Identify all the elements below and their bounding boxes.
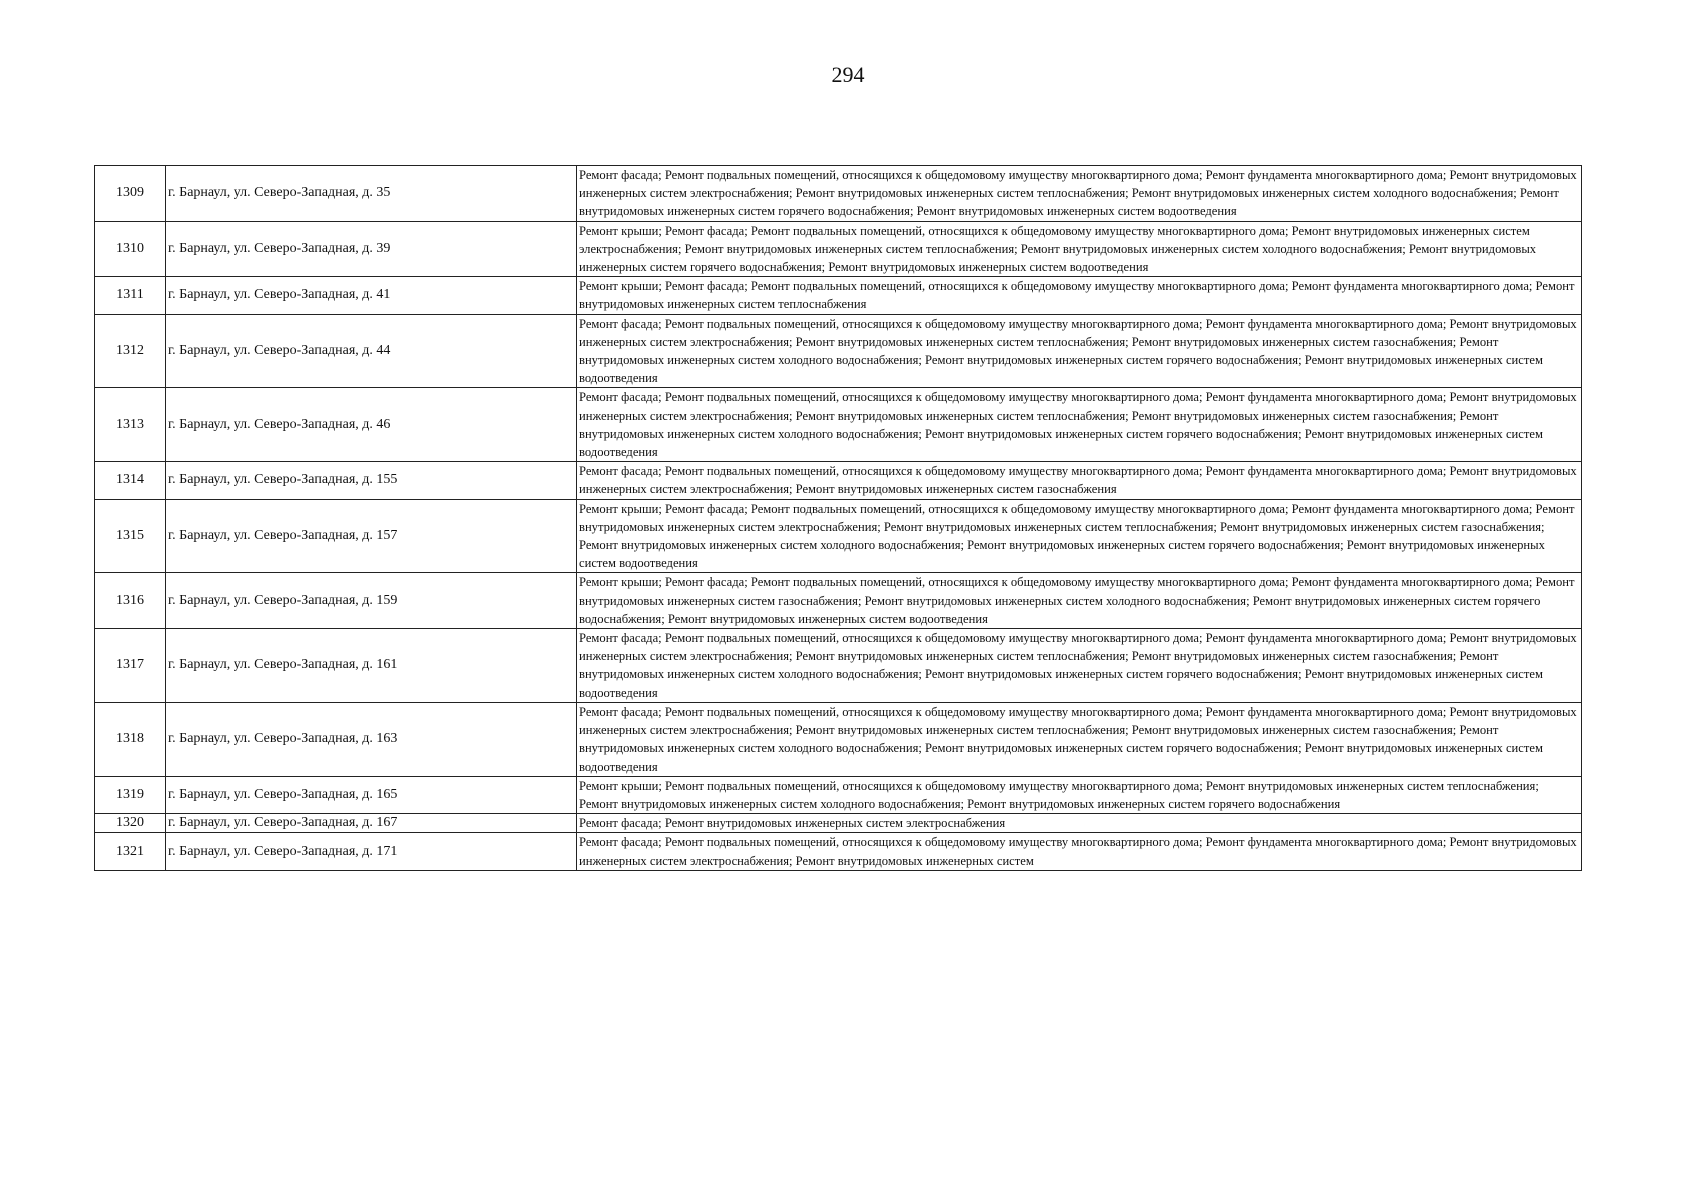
works-cell: Ремонт крыши; Ремонт фасада; Ремонт подвальных помещений, относящихся к общедомовому имуществу многоквартирного дома; Ремонт фундамента многоквартирного дома; Ремонт внутридомовых инженерных систем электроснабжения; Ремонт внутридомовых инженерных систем теплоснабжения; Ремонт внутридомовых инженерных систем газоснабжения; Ремонт внутридомовых инженерных систем холодного водоснабжения; Ремонт внутридомовых инженерных систем горячего водоснабжения; Ремонт внутридомовых инженерных систем водоотведения — [577, 499, 1582, 573]
table-row — [95, 573, 1582, 629]
works-cell: Ремонт фасада; Ремонт подвальных помещений, относящихся к общедомовому имуществу многоквартирного дома; Ремонт фундамента многоквартирного дома; Ремонт внутридомовых инженерных систем электроснабжения; Ремонт внутридомовых инженерных систем газоснабжения — [577, 462, 1582, 499]
row-number-cell: 1311 — [95, 277, 166, 314]
table-row — [95, 776, 1582, 813]
page-number: 294 — [831, 62, 865, 87]
works-cell: Ремонт фасада; Ремонт подвальных помещений, относящихся к общедомовому имуществу многоквартирного дома; Ремонт фундамента многоквартирного дома; Ремонт внутридомовых инженерных систем электроснабжения; Ремонт внутридомовых инженерных систем теплоснабжения; Ремонт внутридомовых инженерных систем газоснабжения; Ремонт внутридомовых инженерных систем холодного водоснабжения; Ремонт внутридомовых инженерных систем горячего водоснабжения; Ремонт внутридомовых инженерных систем водоотведения — [577, 314, 1582, 388]
works-cell: Ремонт фасада; Ремонт подвальных помещений, относящихся к общедомовому имуществу многоквартирного дома; Ремонт фундамента многоквартирного дома; Ремонт внутридомовых инженерных систем электроснабжения; Ремонт внутридомовых инженерных систем теплоснабжения; Ремонт внутридомовых инженерных систем газоснабжения; Ремонт внутридомовых инженерных систем холодного водоснабжения; Ремонт внутридомовых инженерных систем горячего водоснабжения; Ремонт внутридомовых инженерных систем водоотведения — [577, 388, 1582, 462]
address-cell: г. Барнаул, ул. Северо-Западная, д. 163 — [166, 702, 577, 776]
works-cell: Ремонт крыши; Ремонт фасада; Ремонт подвальных помещений, относящихся к общедомовому имуществу многоквартирного дома; Ремонт внутридомовых инженерных систем электроснабжения; Ремонт внутридомовых инженерных систем теплоснабжения; Ремонт внутридомовых инженерных систем холодного водоснабжения; Ремонт внутридомовых инженерных систем горячего водоснабжения; Ремонт внутридомовых инженерных систем водоотведения — [577, 221, 1582, 277]
table-row — [95, 314, 1582, 388]
row-number-cell: 1318 — [95, 702, 166, 776]
row-number-cell: 1316 — [95, 573, 166, 629]
row-number-cell: 1313 — [95, 388, 166, 462]
works-cell: Ремонт крыши; Ремонт фасада; Ремонт подвальных помещений, относящихся к общедомовому имуществу многоквартирного дома; Ремонт фундамента многоквартирного дома; Ремонт внутридомовых инженерных систем газоснабжения; Ремонт внутридомовых инженерных систем холодного водоснабжения; Ремонт внутридомовых инженерных систем горячего водоснабжения; Ремонт внутридомовых инженерных систем водоотведения — [577, 573, 1582, 629]
row-number-cell: 1314 — [95, 462, 166, 499]
works-cell: Ремонт крыши; Ремонт фасада; Ремонт подвальных помещений, относящихся к общедомовому имуществу многоквартирного дома; Ремонт фундамента многоквартирного дома; Ремонт внутридомовых инженерных систем теплоснабжения — [577, 277, 1582, 314]
works-cell: Ремонт фасада; Ремонт подвальных помещений, относящихся к общедомовому имуществу многоквартирного дома; Ремонт фундамента многоквартирного дома; Ремонт внутридомовых инженерных систем электроснабжения; Ремонт внутридомовых инженерных систем теплоснабжения; Ремонт внутридомовых инженерных систем газоснабжения; Ремонт внутридомовых инженерных систем холодного водоснабжения; Ремонт внутридомовых инженерных систем горячего водоснабжения; Ремонт внутридомовых инженерных систем водоотведения — [577, 629, 1582, 703]
works-cell: Ремонт крыши; Ремонт подвальных помещений, относящихся к общедомовому имуществу многоквартирного дома; Ремонт внутридомовых инженерных систем теплоснабжения; Ремонт внутридомовых инженерных систем холодного водоснабжения; Ремонт внутридомовых инженерных систем горячего водоснабжения — [577, 776, 1582, 813]
table-row — [95, 499, 1582, 573]
address-cell: г. Барнаул, ул. Северо-Западная, д. 44 — [166, 314, 577, 388]
row-number-cell: 1320 — [95, 814, 166, 833]
row-number-cell: 1315 — [95, 499, 166, 573]
row-number-cell: 1310 — [95, 221, 166, 277]
address-cell: г. Барнаул, ул. Северо-Западная, д. 41 — [166, 277, 577, 314]
address-cell: г. Барнаул, ул. Северо-Западная, д. 159 — [166, 573, 577, 629]
address-cell: г. Барнаул, ул. Северо-Западная, д. 161 — [166, 629, 577, 703]
table-row — [95, 388, 1582, 462]
address-cell: г. Барнаул, ул. Северо-Западная, д. 171 — [166, 833, 577, 870]
works-cell: Ремонт фасада; Ремонт подвальных помещений, относящихся к общедомовому имуществу многоквартирного дома; Ремонт фундамента многоквартирного дома; Ремонт внутридомовых инженерных систем электроснабжения; Ремонт внутридомовых инженерных систем — [577, 833, 1582, 870]
row-number-cell: 1309 — [95, 166, 166, 222]
address-cell: г. Барнаул, ул. Северо-Западная, д. 155 — [166, 462, 577, 499]
table-row — [95, 277, 1582, 314]
address-cell: г. Барнаул, ул. Северо-Западная, д. 157 — [166, 499, 577, 573]
table-row — [95, 629, 1582, 703]
address-cell: г. Барнаул, ул. Северо-Западная, д. 46 — [166, 388, 577, 462]
works-cell: Ремонт фасада; Ремонт внутридомовых инженерных систем электроснабжения — [577, 814, 1582, 833]
address-cell: г. Барнаул, ул. Северо-Западная, д. 39 — [166, 221, 577, 277]
works-cell: Ремонт фасада; Ремонт подвальных помещений, относящихся к общедомовому имуществу многоквартирного дома; Ремонт фундамента многоквартирного дома; Ремонт внутридомовых инженерных систем электроснабжения; Ремонт внутридомовых инженерных систем теплоснабжения; Ремонт внутридомовых инженерных систем холодного водоснабжения; Ремонт внутридомовых инженерных систем горячего водоснабжения; Ремонт внутридомовых инженерных систем водоотведения — [577, 166, 1582, 222]
table-row — [95, 814, 1582, 833]
address-cell: г. Барнаул, ул. Северо-Западная, д. 35 — [166, 166, 577, 222]
row-number-cell: 1312 — [95, 314, 166, 388]
address-cell: г. Барнаул, ул. Северо-Западная, д. 167 — [166, 814, 577, 833]
table-row — [95, 833, 1582, 870]
table-row — [95, 221, 1582, 277]
repair-registry-table — [94, 165, 1582, 871]
table-row — [95, 462, 1582, 499]
works-cell: Ремонт фасада; Ремонт подвальных помещений, относящихся к общедомовому имуществу многоквартирного дома; Ремонт фундамента многоквартирного дома; Ремонт внутридомовых инженерных систем электроснабжения; Ремонт внутридомовых инженерных систем теплоснабжения; Ремонт внутридомовых инженерных систем газоснабжения; Ремонт внутридомовых инженерных систем холодного водоснабжения; Ремонт внутридомовых инженерных систем горячего водоснабжения; Ремонт внутридомовых инженерных систем водоотведения — [577, 702, 1582, 776]
row-number-cell: 1321 — [95, 833, 166, 870]
address-cell: г. Барнаул, ул. Северо-Западная, д. 165 — [166, 776, 577, 813]
row-number-cell: 1319 — [95, 776, 166, 813]
row-number-cell: 1317 — [95, 629, 166, 703]
table-row — [95, 702, 1582, 776]
table-row — [95, 166, 1582, 222]
